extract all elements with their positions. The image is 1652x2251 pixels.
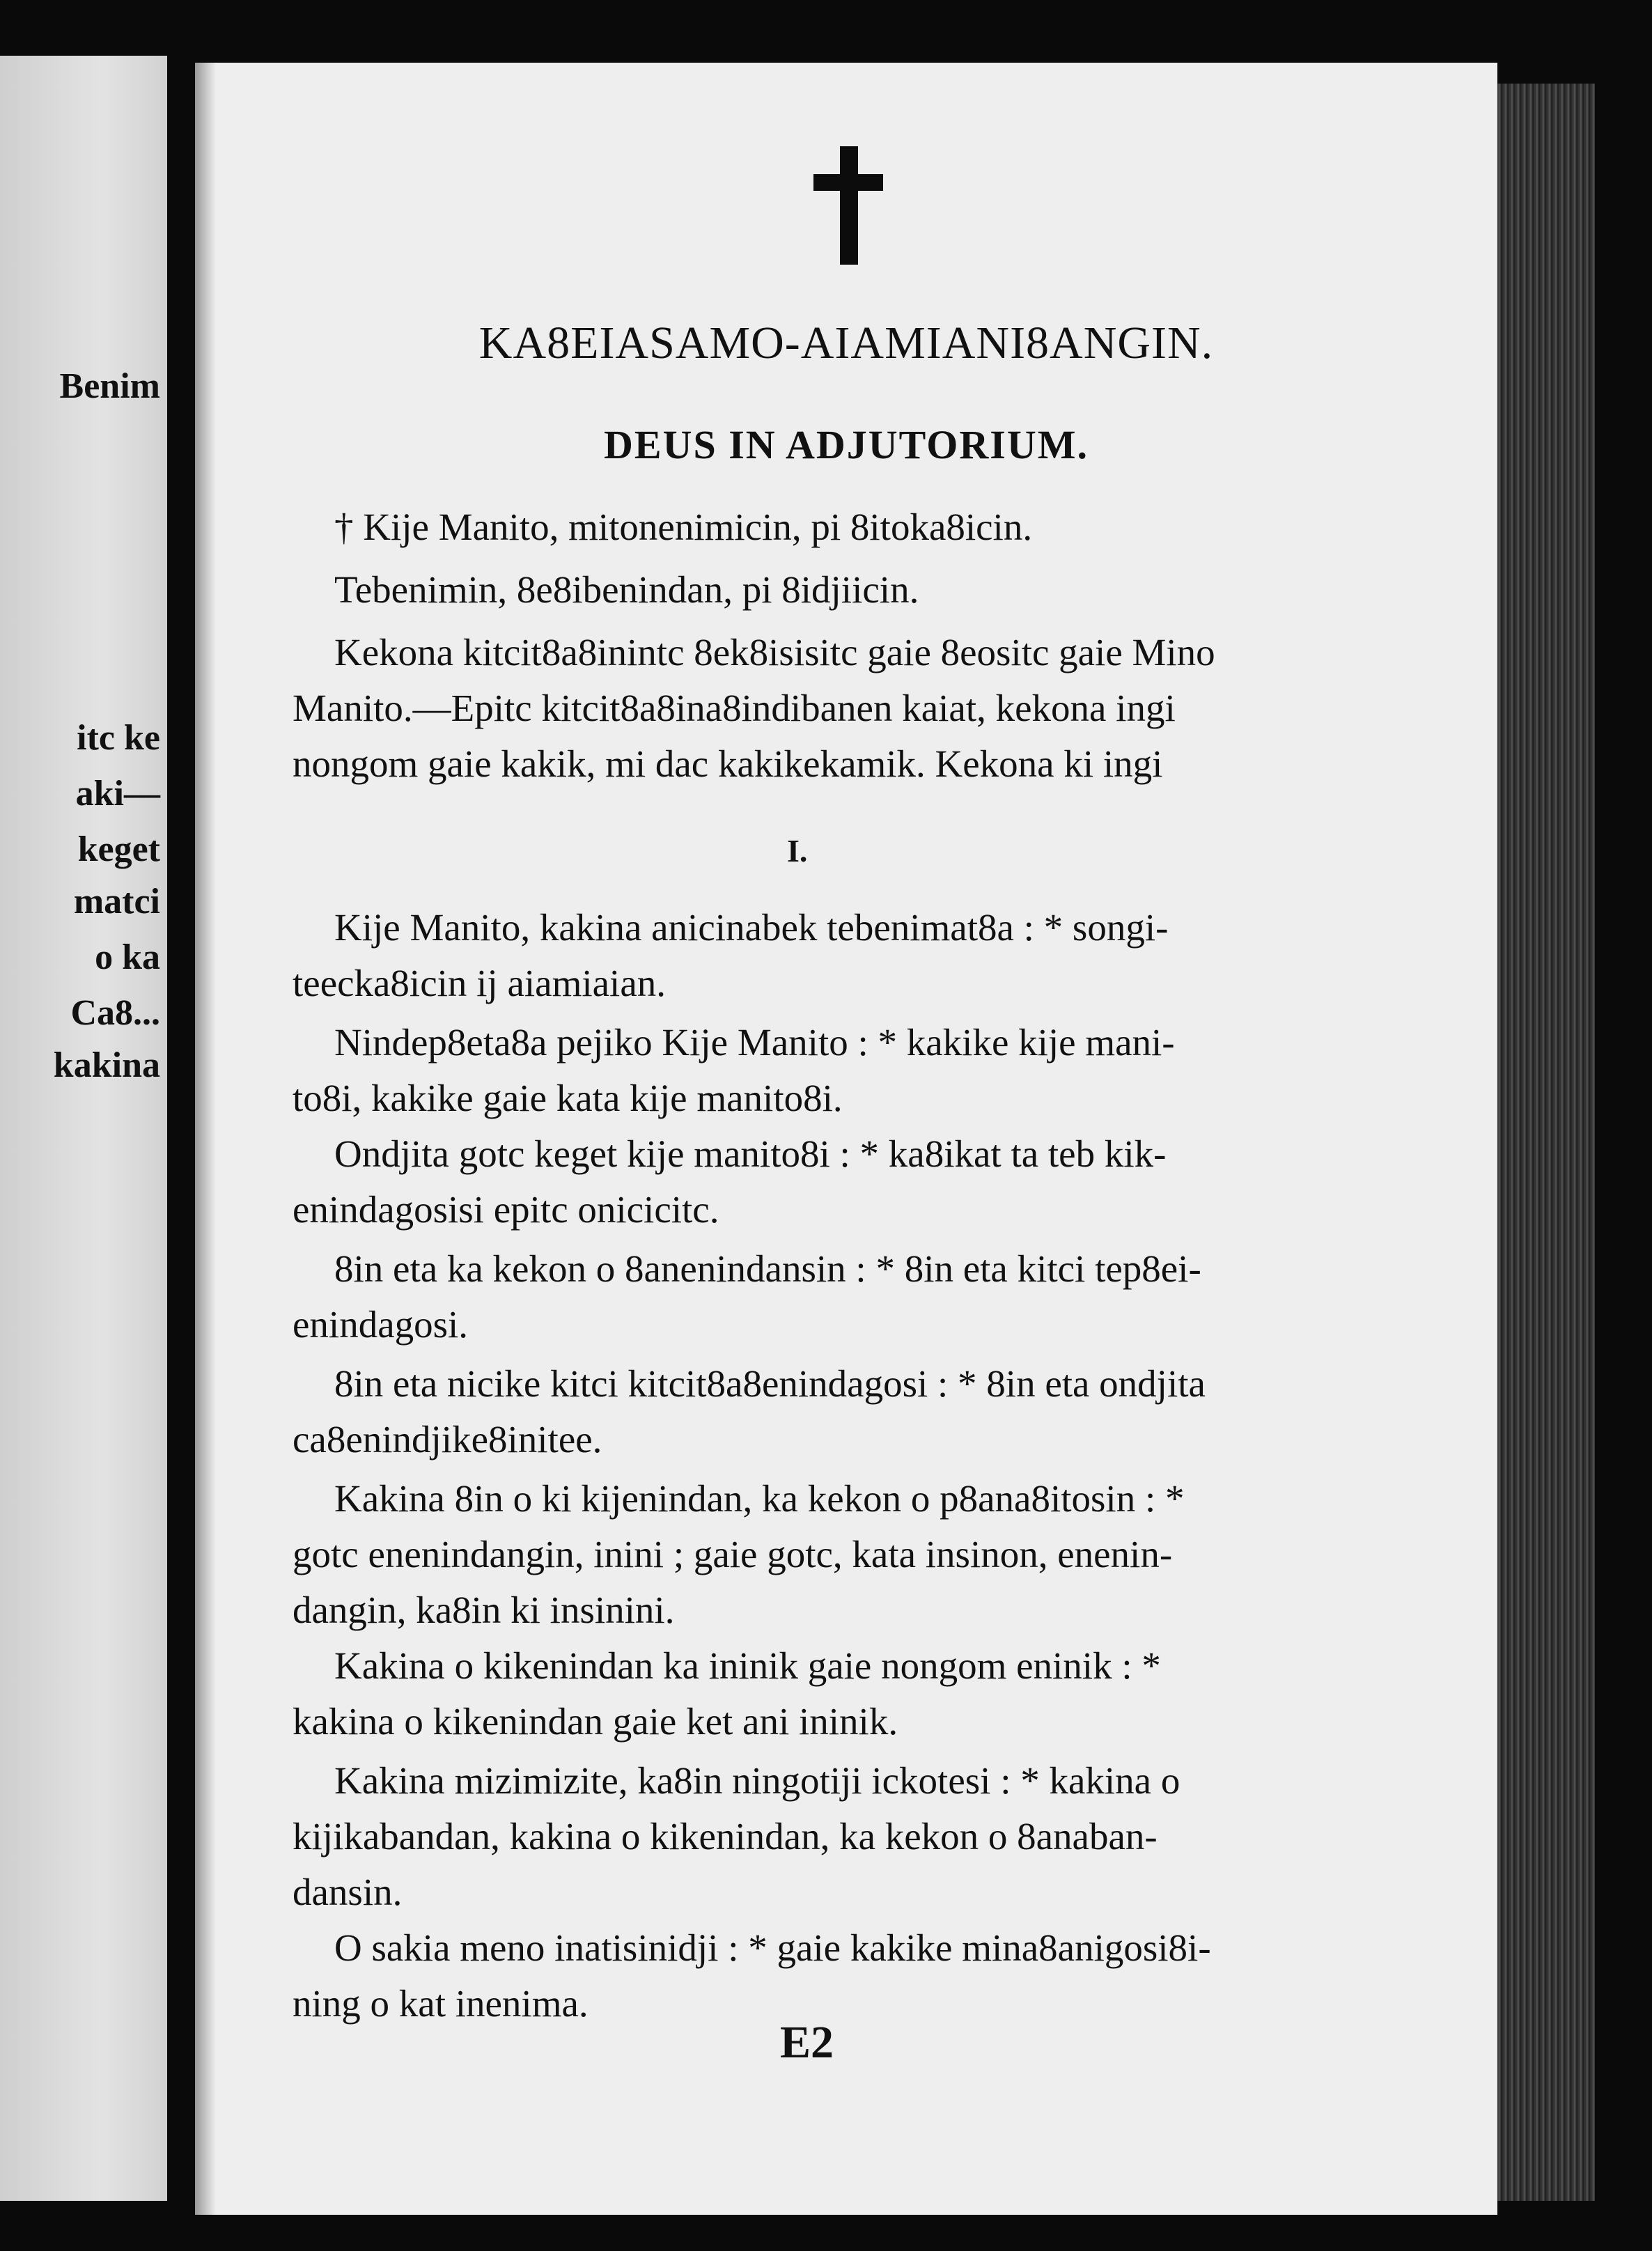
verse-line: Kakina mizimizite, ka8in ningotiji ickotesi : * kakina o: [334, 1759, 1180, 1802]
left-page-fragment: itc ke: [77, 718, 160, 758]
left-page-fragment: keget: [77, 829, 160, 869]
left-page-fragment: aki—: [75, 774, 160, 813]
verse-line: enindagosi.: [293, 1303, 469, 1346]
verse-line: gotc enenindangin, inini ; gaie gotc, kata insinon, enenin-: [293, 1533, 1173, 1575]
verse-line: kakina o kikenindan gaie ket ani ininik.: [293, 1700, 898, 1743]
intro-line: Kekona kitcit8a8inintc 8ek8isisitc gaie 8eositc gaie Mino: [334, 631, 1215, 673]
verse-line: dangin, ka8in ki insinini.: [293, 1589, 675, 1631]
page-subtitle: DEUS IN ADJUTORIUM.: [604, 422, 1089, 467]
left-page-fragment: Ca8...: [70, 993, 160, 1033]
left-page-fragment: o ka: [95, 937, 160, 977]
signature-mark: E2: [780, 2017, 834, 2068]
page-title: KA8EIASAMO-AIAMIANI8ANGIN.: [478, 318, 1214, 368]
section-number: I.: [787, 833, 808, 869]
verse-line: 8in eta ka kekon o 8anenindansin : * 8in eta kitci tep8ei-: [334, 1247, 1201, 1290]
left-page-fragment: Benim: [59, 366, 160, 406]
intro-line: † Kije Manito, mitonenimicin, pi 8itoka8icin.: [334, 506, 1033, 548]
verse-line: to8i, kakike gaie kata kije manito8i.: [293, 1077, 843, 1119]
verse-line: Nindep8eta8a pejiko Kije Manito : * kakike kije mani-: [334, 1021, 1175, 1064]
verse-line: enindagosisi epitc onicicitc.: [293, 1188, 719, 1231]
intro-line: Manito.—Epitc kitcit8a8ina8indibanen kaiat, kekona ingi: [293, 687, 1176, 729]
page-edges: [1497, 84, 1595, 2201]
left-page-fragment: matci: [73, 882, 160, 921]
cross-icon: [813, 146, 883, 265]
verse-line: Kakina o kikenindan ka ininik gaie nongom eninik : *: [334, 1644, 1161, 1687]
verse-line: teecka8icin ij aiamiaian.: [293, 962, 666, 1004]
verse-line: O sakia meno inatisinidji : * gaie kakike mina8anigosi8i-: [334, 1926, 1211, 1969]
intro-line: Tebenimin, 8e8ibenindan, pi 8idjiicin.: [334, 568, 919, 611]
verse-line: Kakina 8in o ki kijenindan, ka kekon o p8ana8itosin : *: [334, 1477, 1185, 1520]
verse-line: Ondjita gotc keget kije manito8i : * ka8ikat ta teb kik-: [334, 1132, 1167, 1175]
verse-line: Kije Manito, kakina anicinabek tebenimat8a : * songi-: [334, 906, 1169, 949]
intro-line: nongom gaie kakik, mi dac kakikekamik. Kekona ki ingi: [293, 742, 1163, 785]
left-page-fragment: kakina: [53, 1045, 160, 1085]
verse-line: 8in eta nicike kitci kitcit8a8enindagosi : * 8in eta ondjita: [334, 1362, 1206, 1405]
left-page-edge: [0, 56, 167, 2201]
verse-line: ca8enindjike8initee.: [293, 1418, 602, 1461]
verse-line: dansin.: [293, 1871, 403, 1913]
verse-line: ning o kat inenima.: [293, 1982, 589, 2025]
verse-line: kijikabandan, kakina o kikenindan, ka kekon o 8anaban-: [293, 1815, 1158, 1857]
